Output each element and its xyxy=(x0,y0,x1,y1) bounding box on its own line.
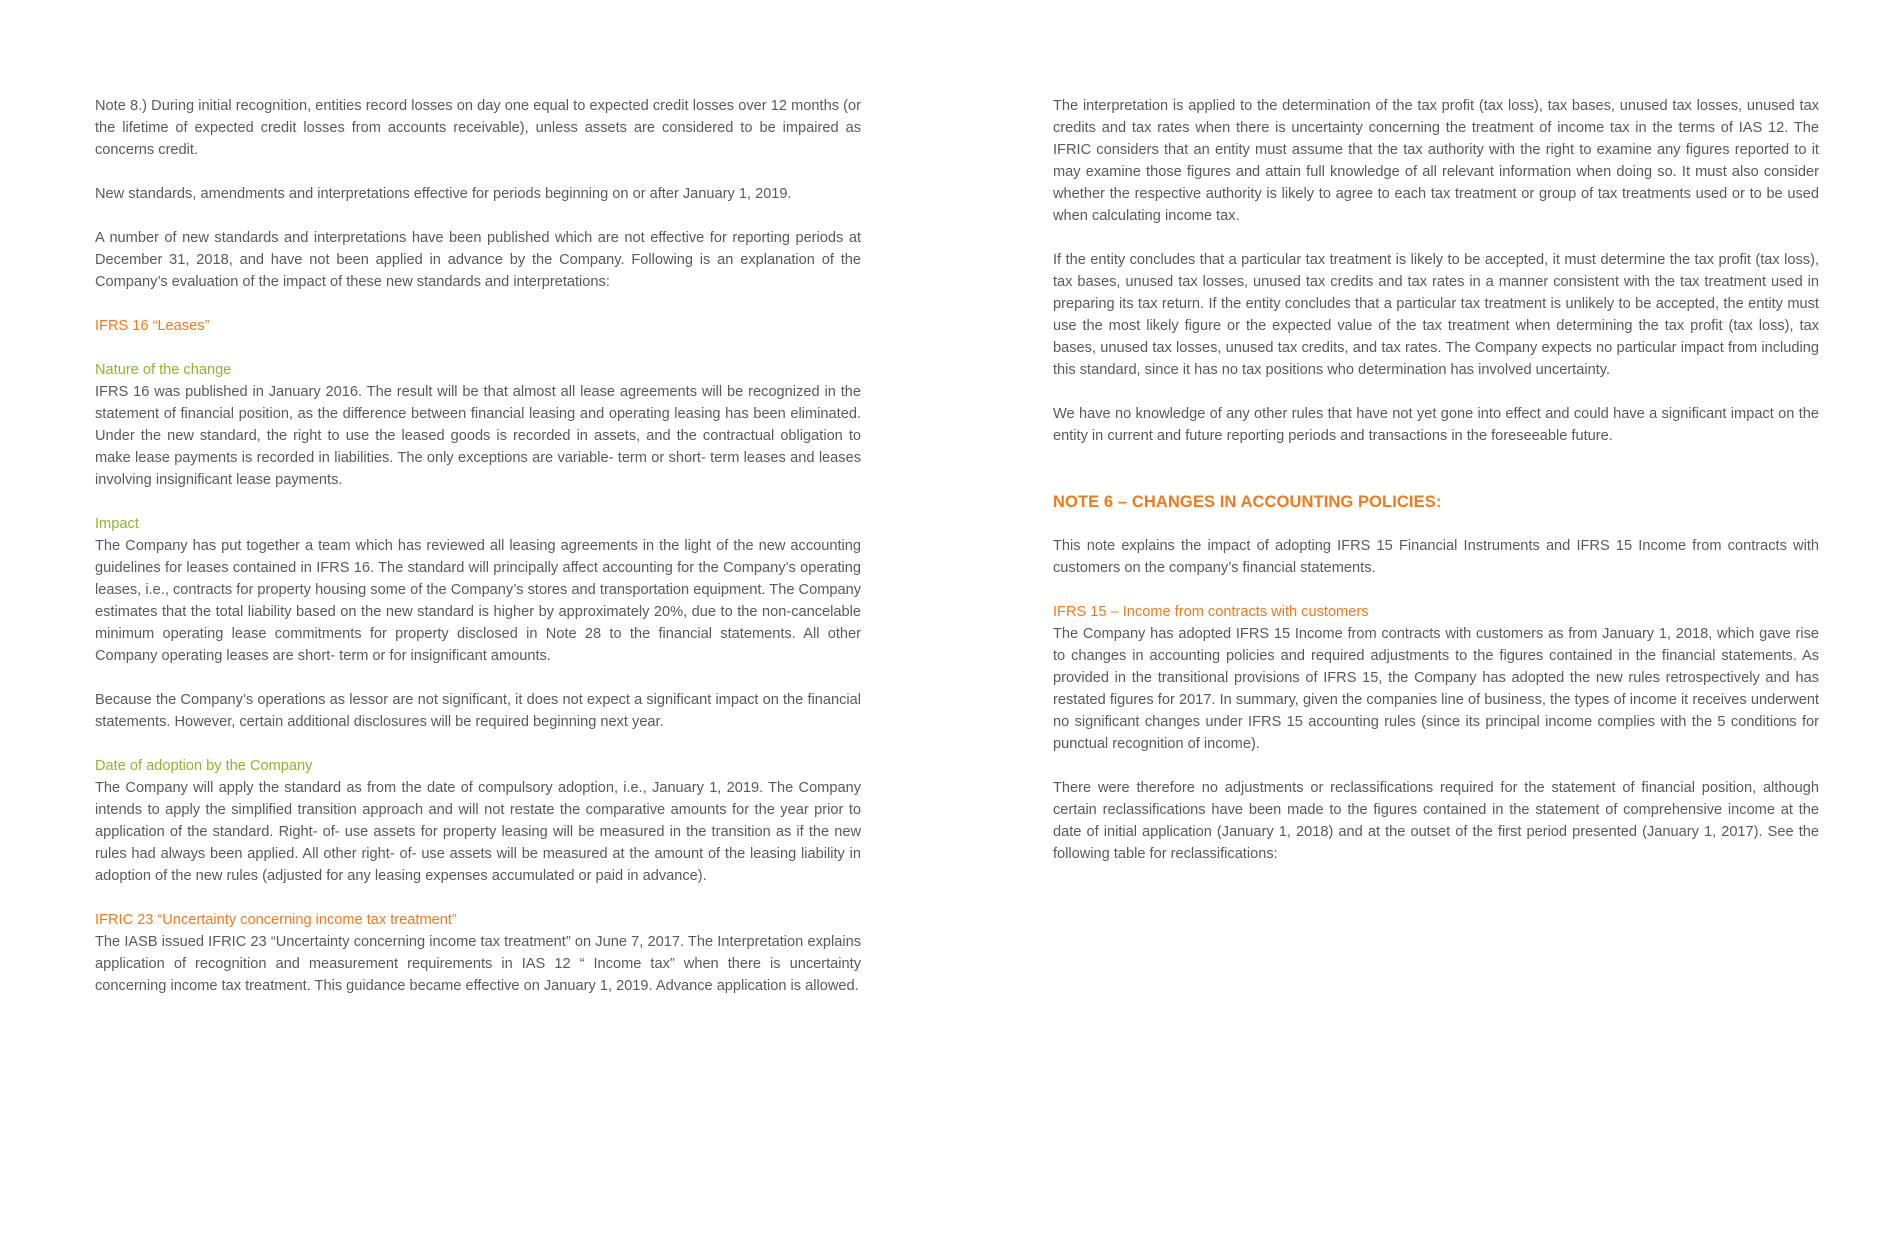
paragraph-credit-losses xyxy=(95,95,861,161)
paragraph-text: A number of new standards and interpretations have been published which are not effective for reporting periods at December 31, 2018, and have not been applied in advance by the Company. Following is an explanation of the Company’s evaluation of the impact of these new standards and interpretations: xyxy=(95,230,861,290)
heading-ifrs15: IFRS 15 – Income from contracts with customers xyxy=(1053,604,1369,620)
section-impact xyxy=(95,513,861,667)
paragraph-reclassifications xyxy=(1053,777,1819,865)
paragraph-note6-intro xyxy=(1053,535,1819,579)
paragraph-text: The interpretation is applied to the determination of the tax profit (tax loss), tax bases, unused tax losses, unused tax credits and tax rates when there is uncertainty concerning the treatment of income tax in the terms of IAS 12. The IFRIC considers that an entity must assume that the tax authority with the right to examine any figures reported to it may examine those figures and attain full knowledge of all relevant information when doing so. It must also consider whether the respective authority is likely to agree to each tax treatment or group of tax treatments used or to be used when calculating income tax. xyxy=(1053,98,1819,224)
paragraph-text: Because the Company’s operations as lessor are not significant, it does not expect a significant impact on the financial statements. However, certain additional disclosures will be required beginning next year. xyxy=(95,692,861,730)
section-ifrs15 xyxy=(1053,601,1819,755)
paragraph-tax-treatment xyxy=(1053,249,1819,381)
paragraph-text: The Company has put together a team which has reviewed all leasing agreements in the light of the new accounting guidelines for leases contained in IFRS 16. The standard will principally affect accounting for the Company’s operating leases, i.e., contracts for property housing some of the Company’s stores and transportation equipment. The Company estimates that the total liability based on the new standard is higher by approximately 20%, due to the non-cancelable minimum operating lease commitments for property disclosed in Note 28 to the financial statements. All other Company operating leases are short- term or for insignificant amounts. xyxy=(95,538,861,664)
paragraph-text: The Company will apply the standard as from the date of compulsory adoption, i.e., January 1, 2019. The Company intends to apply the simplified transition approach and will not restate the comparative amounts for the year prior to application of the standard. Right- of- use assets for property leasing will be measured in the transition as if the new rules had always been applied. All other right- of- use assets will be measured at the amount of the leasing liability in adoption of the new rules (adjusted for any leasing expenses accumulated or paid in advance). xyxy=(95,780,861,884)
paragraph-text: There were therefore no adjustments or reclassifications required for the statement of financial position, although certain reclassifications have been made to the figures contained in the statement of comprehensive income at the date of initial application (January 1, 2018) and at the outset of the first period presented (January 1, 2017). See the following table for reclassifications: xyxy=(1053,780,1819,862)
paragraph-evaluation xyxy=(95,227,861,293)
paragraph-text: If the entity concludes that a particular tax treatment is likely to be accepted, it must determine the tax profit (tax loss), tax bases, unused tax losses, unused tax credits and tax rates in a manner consistent with the tax treatment used in preparing its tax return. If the entity concludes that a particular tax treatment is unlikely to be accepted, the entity must use the most likely figure or the expected value of the tax treatment when determining the tax profit (tax loss), tax bases, unused tax losses, unused tax credits, and tax rates. The Company expects no particular impact from including this standard, since it has no tax positions who determination has involved uncertainty. xyxy=(1053,252,1819,378)
heading-ifric23: IFRIC 23 “Uncertainty concerning income tax treatment” xyxy=(95,912,457,928)
paragraph-interpretation xyxy=(1053,95,1819,227)
section-ifrs16 xyxy=(95,315,861,337)
paragraph-text: This note explains the impact of adopting IFRS 15 Financial Instruments and IFRS 15 Income from contracts with customers on the company’s financial statements. xyxy=(1053,538,1819,576)
paragraph-other-rules xyxy=(1053,403,1819,447)
paragraph-text: IFRS 16 was published in January 2016. The result will be that almost all lease agreements will be recognized in the statement of financial position, as the difference between financial leasing and operating leasing has been eliminated. Under the new standard, the right to use the leased goods is recorded in assets, and the contractual obligation to make lease payments is recorded in liabilities. The only exceptions are variable- term or short- term leases and leases involving insignificant lease payments. xyxy=(95,384,861,488)
paragraph-text: Note 8.) During initial recognition, entities record losses on day one equal to expected credit losses over 12 months (or the lifetime of expected credit losses from accounts receivable), unless assets are considered to be impaired as concerns credit. xyxy=(95,98,861,158)
heading-date-of-adoption: Date of adoption by the Company xyxy=(95,758,313,774)
heading-impact: Impact xyxy=(95,516,139,532)
section-nature-of-change xyxy=(95,359,861,491)
heading-nature-of-change: Nature of the change xyxy=(95,362,232,378)
section-ifric23 xyxy=(95,909,861,997)
heading-ifrs16: IFRS 16 “Leases” xyxy=(95,318,210,334)
right-column xyxy=(1053,95,1819,887)
paragraph-text: The Company has adopted IFRS 15 Income from contracts with customers as from January 1, 2018, which gave rise to changes in accounting policies and required adjustments to the figures contained in the financial statements. As provided in the transitional provisions of IFRS 15, the Company has adopted the new rules retrospectively and has restated figures for 2017. In summary, given the companies line of business, the types of income it receives underwent no significant changes under IFRS 15 accounting rules (since its principal income complies with the 5 conditions for punctual recognition of income). xyxy=(1053,626,1819,752)
left-column xyxy=(95,95,861,1019)
section-date-of-adoption xyxy=(95,755,861,887)
paragraph-text: The IASB issued IFRIC 23 “Uncertainty concerning income tax treatment” on June 7, 2017. The Interpretation explains application of recognition and measurement requirements in IAS 12 “ Income tax” when there is uncertainty concerning income tax treatment. This guidance became effective on January 1, 2019. Advance application is allowed. xyxy=(95,934,861,994)
paragraph-text: We have no knowledge of any other rules that have not yet gone into effect and could have a significant impact on the entity in current and future reporting periods and transactions in the foreseeable future. xyxy=(1053,406,1819,444)
note6-title: NOTE 6 – CHANGES IN ACCOUNTING POLICIES: xyxy=(1053,493,1442,511)
paragraph-lessor xyxy=(95,689,861,733)
paragraph-text: New standards, amendments and interpretations effective for periods beginning on or after January 1, 2019. xyxy=(95,186,792,202)
paragraph-new-standards xyxy=(95,183,861,205)
